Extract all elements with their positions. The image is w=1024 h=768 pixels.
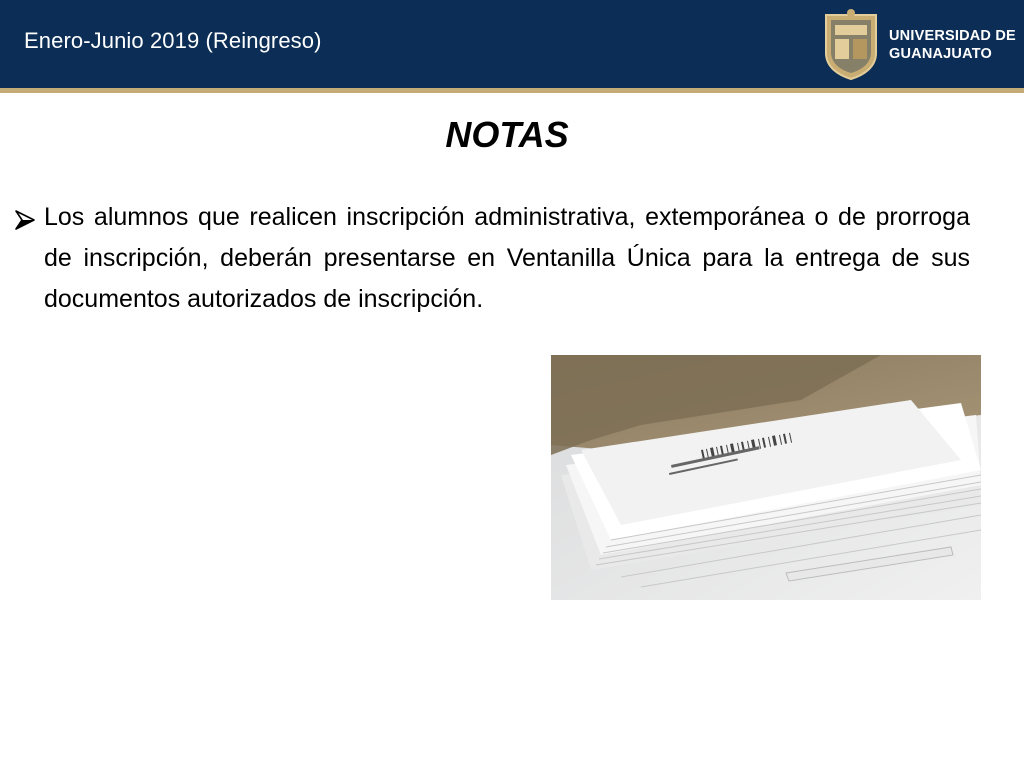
header-bar [0, 0, 1024, 88]
bullet-text: Los alumnos que realicen inscripción administrativa, extemporánea o de prorroga de inscripción, deberán presentarse en Ventanilla Única para la entrega de sus documentos autorizados de inscripción. [44, 203, 970, 313]
slide-title: NOTAS [445, 114, 569, 155]
bullet-item [14, 197, 970, 320]
wordmark-line-1: UNIVERSIDAD DE [889, 28, 1016, 44]
period-title: Enero-Junio 2019 (Reingreso) [24, 28, 322, 53]
university-seal-icon [822, 9, 880, 81]
header-gold-stripe [0, 88, 1024, 93]
wordmark-line-2: GUANAJUATO [889, 46, 992, 62]
arrow-bullet-icon [14, 209, 36, 231]
university-wordmark [889, 27, 1016, 63]
documents-folder-photo [551, 355, 981, 600]
